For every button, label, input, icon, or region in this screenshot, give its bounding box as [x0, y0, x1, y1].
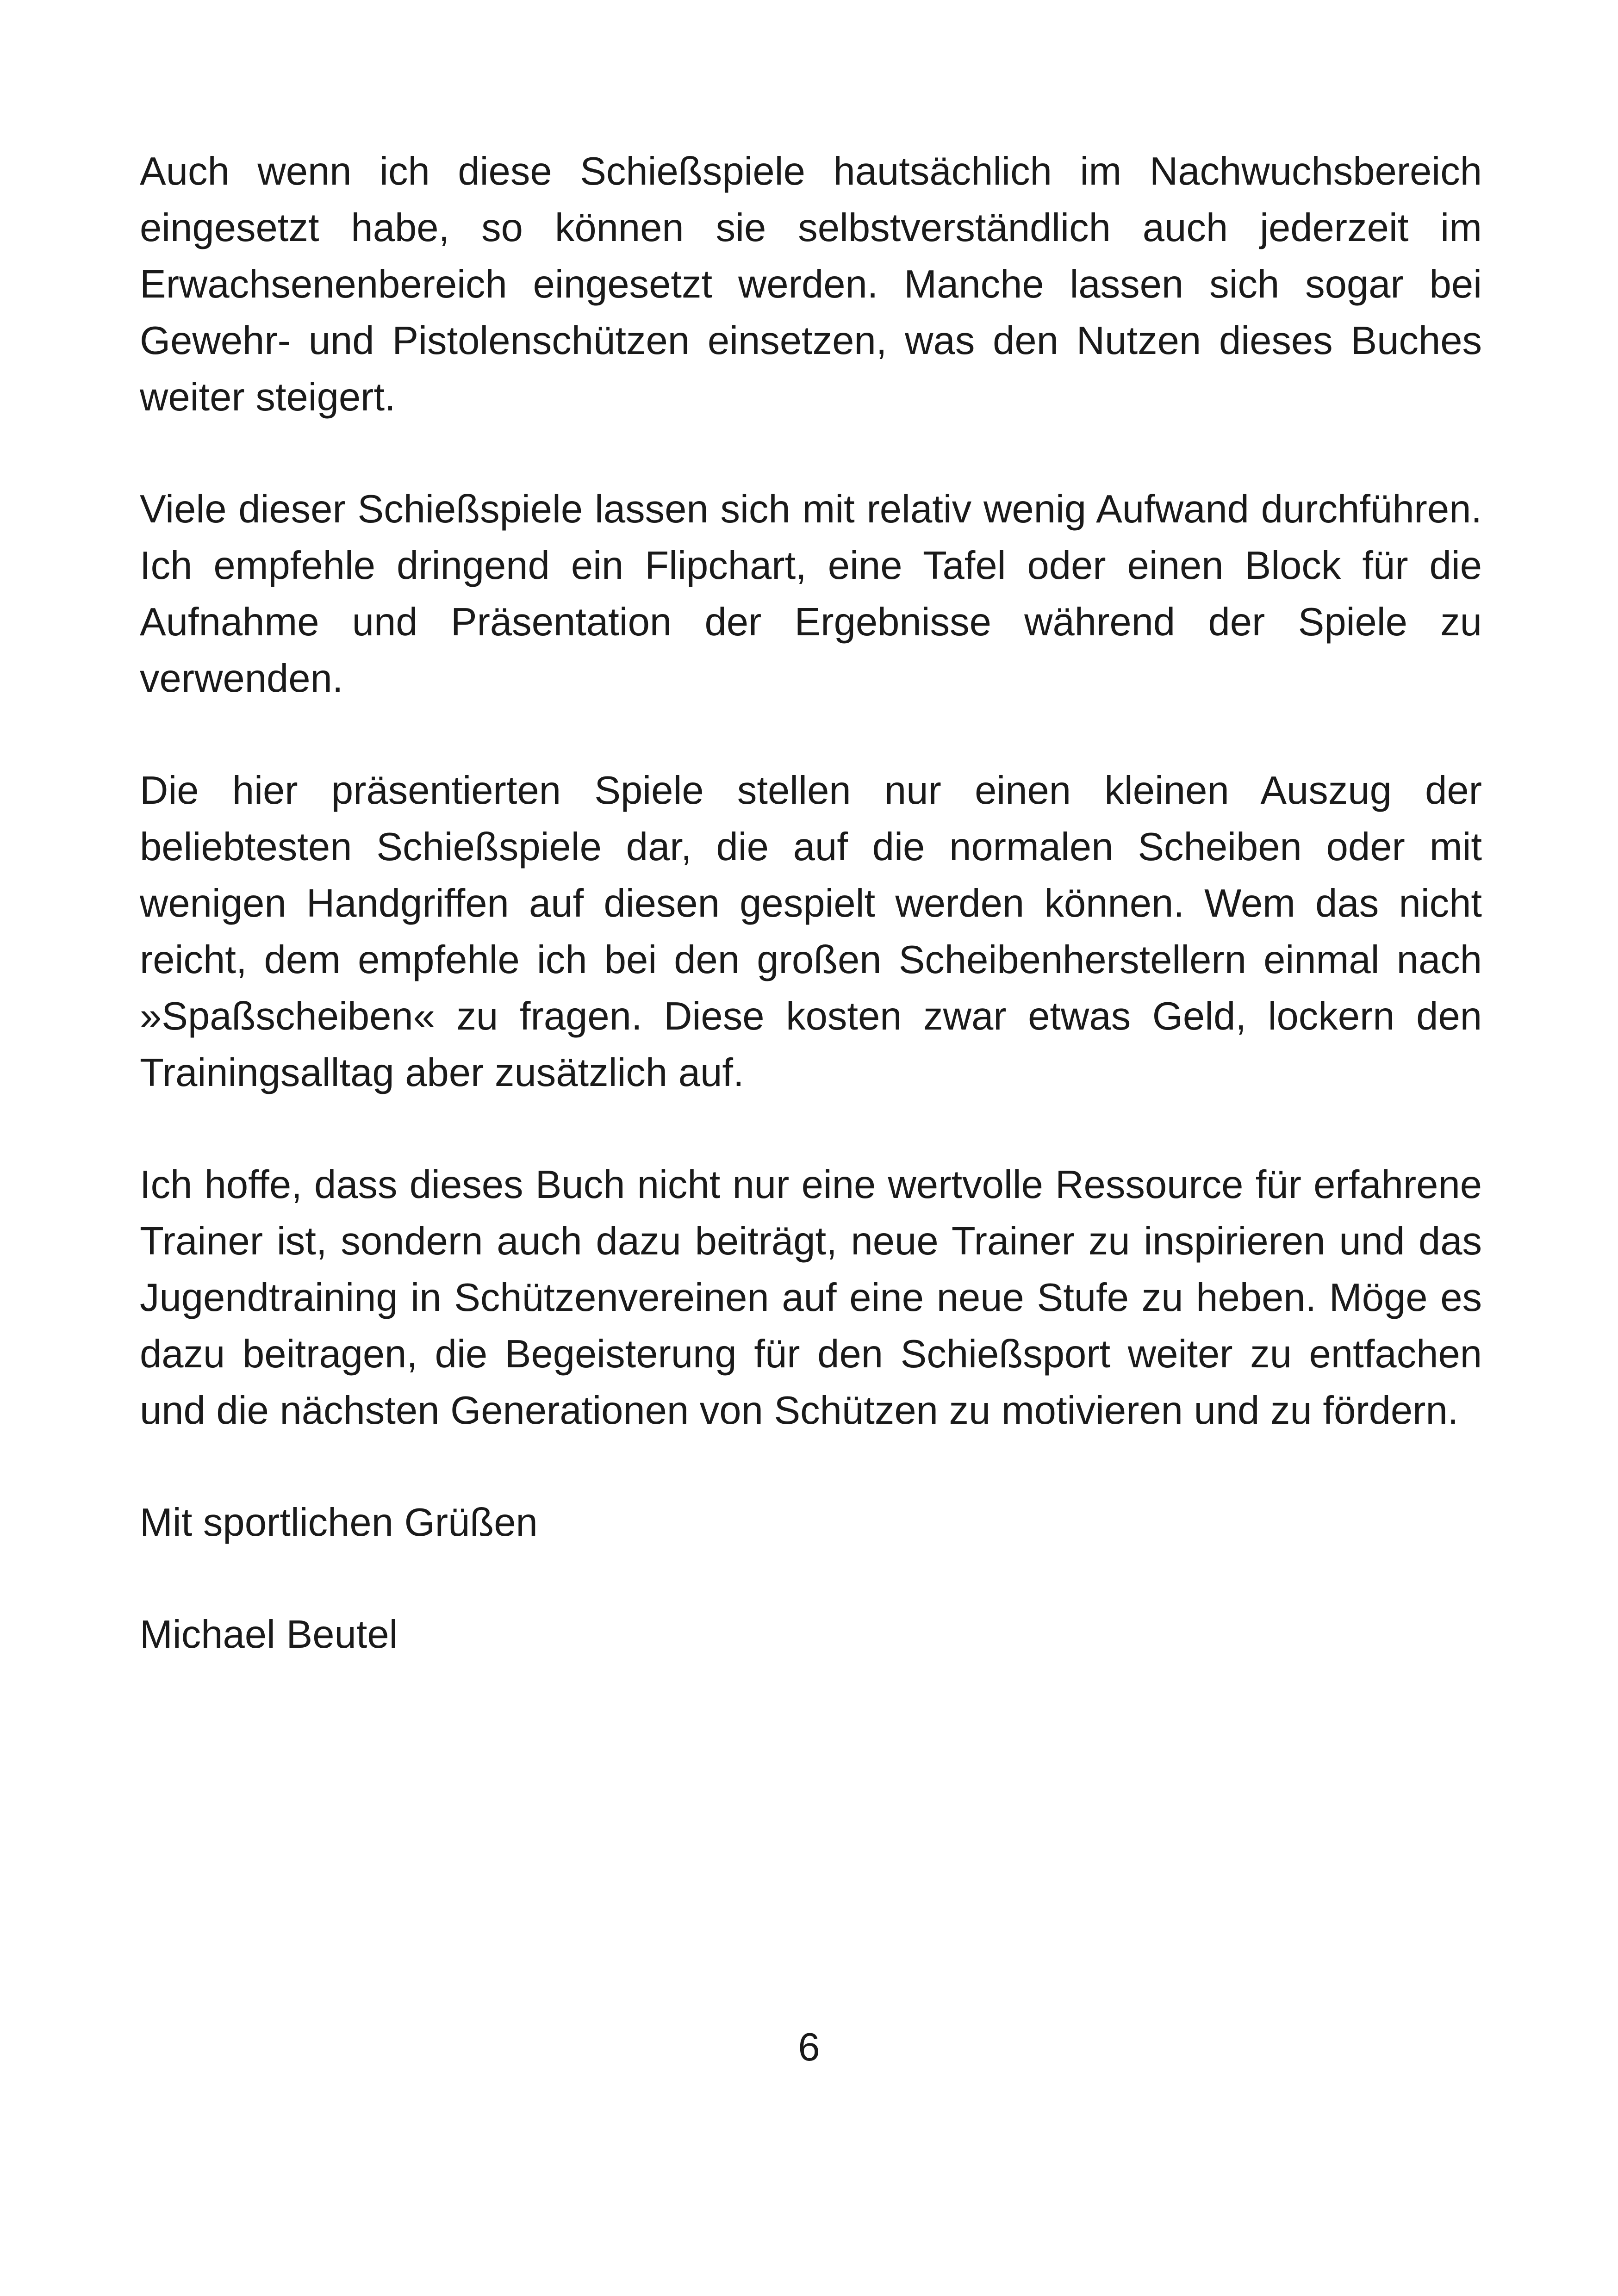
paragraph: Auch wenn ich diese Schießspiele hautsächlich im Nachwuchsbereich eingesetzt habe, so können sie selbstverständlich auch jederzeit im Erwachsenenbereich eingesetzt werden. Manche lassen sich sogar bei Gewehr- und Pistolenschützen einsetzen, was den Nutzen dieses Buches weiter steigert.	[140, 149, 1482, 419]
closing-greeting: Mit sportlichen Grüßen	[140, 1501, 538, 1545]
paragraph: Die hier präsentierten Spiele stellen nur einen kleinen Auszug der beliebtesten Schießspiele dar, die auf die normalen Scheiben oder mit wenigen Handgriffen auf diesen gespielt werden können. Wem das nicht reicht, dem empfehle ich bei den großen Scheibenherstellern einmal nach »Spaßscheiben« zu fragen. Diese kosten zwar etwas Geld, lockern den Trainingsalltag aber zusätzlich auf.	[140, 769, 1482, 1095]
page-body	[140, 143, 1482, 1663]
paragraph: Ich hoffe, dass dieses Buch nicht nur eine wertvolle Ressource für erfahrene Trainer ist, sondern auch dazu beiträgt, neue Trainer zu inspirieren und das Jugendtraining in Schützenvereinen auf eine neue Stufe zu heben. Möge es dazu beitragen, die Begeisterung für den Schießsport weiter zu entfachen und die nächsten Generationen von Schützen zu motivieren und zu fördern.	[140, 1163, 1482, 1433]
paragraph: Viele dieser Schießspiele lassen sich mit relativ wenig Aufwand durchführen. Ich empfehle dringend ein Flipchart, eine Tafel oder einen Block für die Aufnahme und Präsentation der Ergebnisse während der Spiele zu verwenden.	[140, 487, 1482, 701]
page-number: 6	[798, 2025, 820, 2069]
author-signature: Michael Beutel	[140, 1613, 398, 1657]
